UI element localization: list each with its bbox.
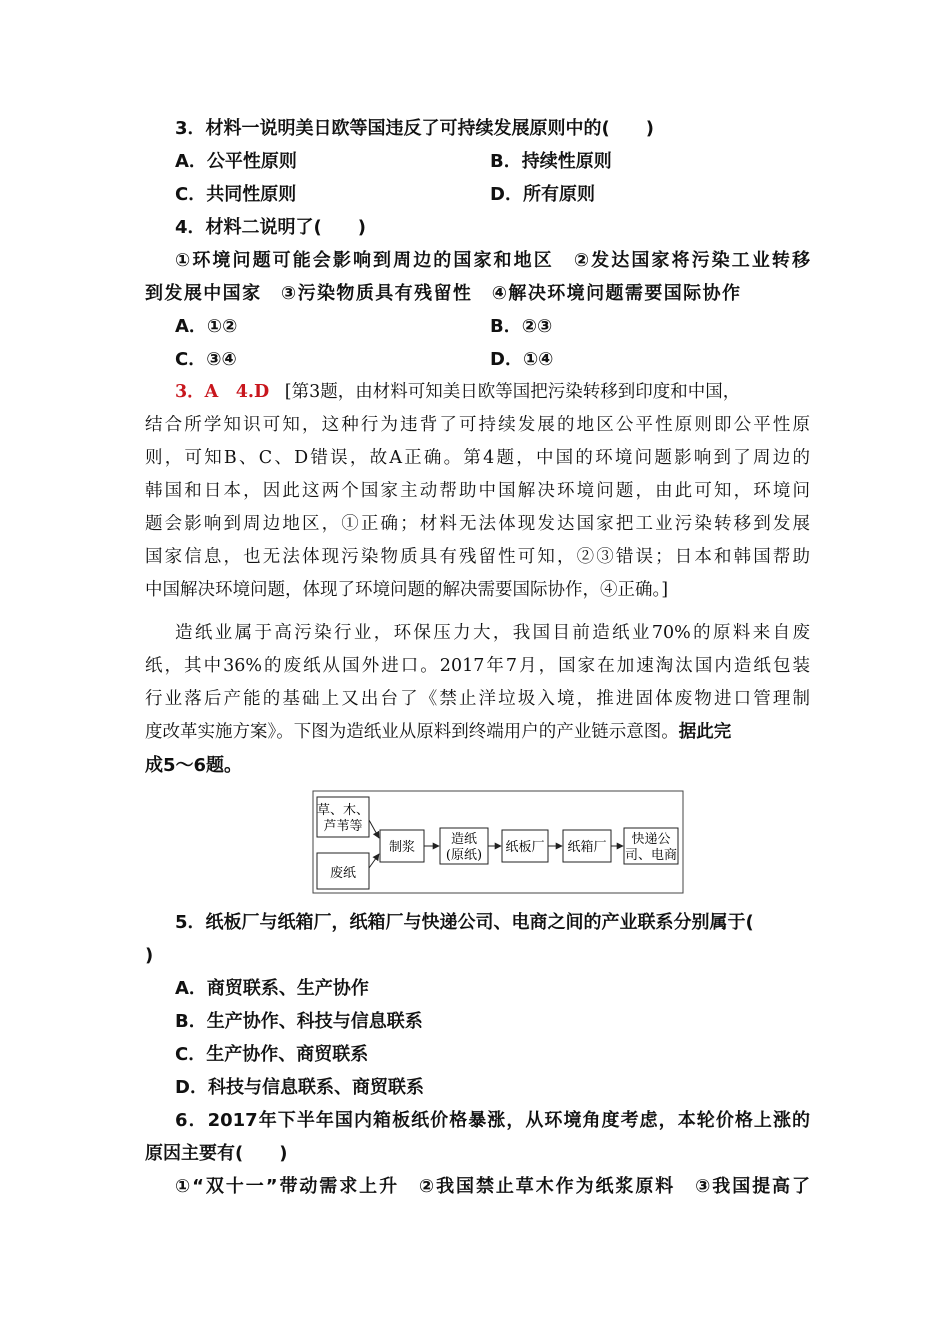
answer34-line6: 国家信息，也无法体现污染物质具有残留性可知，②③错误；日本和韩国帮助 <box>145 547 810 567</box>
q3-options-row1 <box>175 145 810 178</box>
answer34-line7: 中国解决环境问题，体现了环境问题的解决需要国际协作，④正确。] <box>145 580 669 600</box>
q3-options-row2 <box>175 178 810 211</box>
box-raw-materials <box>317 797 369 837</box>
box-express-ecommerce <box>624 828 678 864</box>
material-line5: 成5～6题。 <box>145 755 243 776</box>
q4-items-line2: 到发展中国家 ③污染物质具有残留性 ④解决环境问题需要国际协作 <box>145 283 740 304</box>
q5-option-b: B．生产协作、科技与信息联系 <box>175 1011 423 1032</box>
box-board-factory-label: 纸板厂 <box>505 840 545 855</box>
q6-stem-line2: 原因主要有( ) <box>145 1143 288 1164</box>
answer34-line2: 结合所学知识可知，这种行为违背了可持续发展的地区公平性原则即公平性原 <box>145 415 810 435</box>
box-express-ecommerce-line1: 快递公 <box>631 832 671 847</box>
q5-stem-line2: ) <box>145 945 154 966</box>
industry-chain-diagram <box>312 790 684 894</box>
box-carton-factory-label: 纸箱厂 <box>567 840 607 855</box>
box-pulping-label: 制浆 <box>388 840 416 855</box>
material-line4 <box>145 716 810 749</box>
box-board-factory <box>502 830 548 862</box>
box-papermaking-line1: 造纸 <box>450 832 478 847</box>
box-waste-paper-label: 废纸 <box>329 866 357 881</box>
q5-stem-line1: 5．纸板厂与纸箱厂，纸箱厂与快递公司、电商之间的产业联系分别属于( <box>175 912 754 933</box>
q4-stem: 4．材料二说明了( ) <box>175 217 366 238</box>
arrow-waste-to-pulp <box>369 854 379 868</box>
q6-stem-line1: 6．2017年下半年国内箱板纸价格暴涨，从环境角度考虑，本轮价格上涨的 <box>175 1110 810 1131</box>
q4-option-b: B．②③ <box>490 316 553 337</box>
answer34-line4: 韩国和日本，因此这两个国家主动帮助中国解决环境问题，由此可知，环境问 <box>145 481 810 501</box>
q4-option-a: A．①② <box>175 316 238 337</box>
q5-option-a: A．商贸联系、生产协作 <box>175 978 369 999</box>
answer34-line1 <box>175 376 810 409</box>
material-line4-text: 度改革实施方案》。下图为造纸业从原料到终端用户的产业链示意图。 <box>145 722 679 742</box>
box-pulping <box>380 830 424 862</box>
q4-option-c: C．③④ <box>175 349 237 370</box>
box-raw-materials-line2: 芦苇等 <box>323 819 363 834</box>
q3-option-d: D．所有原则 <box>490 184 595 205</box>
answer34-line5: 题会影响到周边地区，①正确；材料无法体现发达国家把工业污染转移到发展 <box>145 514 810 534</box>
q3-option-b: B．持续性原则 <box>490 151 612 172</box>
answer34-key: 3．A 4.D <box>175 382 270 402</box>
box-waste-paper <box>317 853 369 889</box>
q5-option-c: C．生产协作、商贸联系 <box>175 1044 369 1065</box>
box-papermaking <box>440 828 488 864</box>
q3-stem: 3．材料一说明美日欧等国违反了可持续发展原则中的( ) <box>175 118 654 139</box>
box-carton-factory <box>563 830 611 862</box>
answer34-line3: 则，可知B、C、D错误，故A正确。第4题，中国的环境问题影响到了周边的 <box>145 448 810 468</box>
q3-option-a: A．公平性原则 <box>175 151 297 172</box>
q6-items-line1: ①“双十一”带动需求上升 ②我国禁止草木作为纸浆原料 ③我国提高了 <box>175 1176 810 1197</box>
material-line3: 行业落后产能的基础上又出台了《禁止洋垃圾入境，推进固体废物进口管理制 <box>145 689 810 709</box>
q5-option-d: D．科技与信息联系、商贸联系 <box>175 1077 424 1098</box>
q4-option-d: D．①④ <box>490 349 554 370</box>
q4-options-row2 <box>175 343 810 376</box>
q4-options-row1 <box>175 310 810 343</box>
material-line4-instruction: 据此完 <box>678 722 732 742</box>
answer34-explanation-start: [第3题，由材料可知美日欧等国把污染转移到印度和中国， <box>284 382 741 402</box>
material-line1: 造纸业属于高污染行业，环保压力大，我国目前造纸业70%的原料来自废 <box>175 623 810 643</box>
box-express-ecommerce-line2: 司、电商 <box>624 848 678 863</box>
q4-items-line1: ①环境问题可能会影响到周边的国家和地区 ②发达国家将污染工业转移 <box>175 250 810 271</box>
material-line2: 纸，其中36%的废纸从国外进口。2017年7月，国家在加速淘汰国内造纸包装 <box>145 656 810 676</box>
arrow-raw-to-pulp <box>369 820 379 838</box>
q3-option-c: C．共同性原则 <box>175 184 297 205</box>
box-raw-materials-line1: 草、木、 <box>316 803 370 818</box>
box-papermaking-line2: (原纸) <box>445 848 483 863</box>
